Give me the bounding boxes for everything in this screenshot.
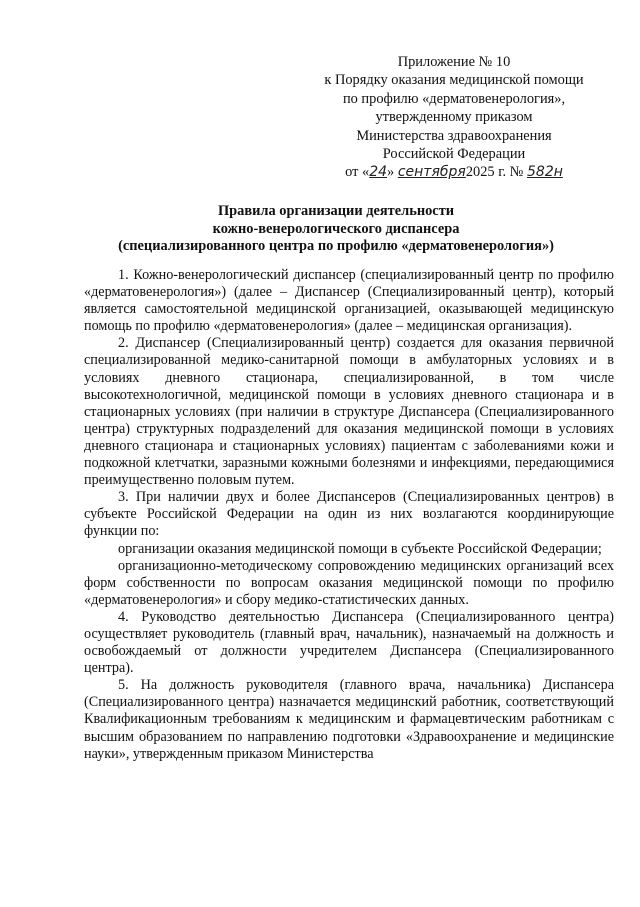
paragraph-5: 5. На должность руководителя (главного врача, начальника) Диспансера (Специализированного центра) назначается медицинский работник, соответствующий Квалификационным требованиям к медицинским и фармацевтическим работникам с высшим образованием по направлению подготовки «Здравоохранение и медицинские науки», утвержденным приказом Министерства <box>84 677 614 762</box>
handwritten-order-number: 582н <box>527 164 563 181</box>
document-title <box>56 203 616 256</box>
title-line-2: кожно-венерологического диспансера <box>212 220 460 237</box>
appendix-line-2: к Порядку оказания медицинской помощи <box>324 72 584 89</box>
appendix-line-5: Министерства здравоохранения <box>356 127 552 144</box>
appendix-line-4: утвержденному приказом <box>375 109 533 126</box>
order-date-line <box>300 163 608 181</box>
title-line-1: Правила организации деятельности <box>217 203 455 219</box>
paragraph-3-item-2: организационно-методическому сопровождению медицинских организаций всех форм собственности по вопросам оказания медицинской помощи по профилю «дерматовенерология» и сбору медико-статистических данных. <box>84 557 614 608</box>
title-line-3: (специализированного центра по профилю «дерматовенерология») <box>118 238 554 255</box>
handwritten-month: сентября <box>397 164 466 181</box>
appendix-number: Приложение № 10 <box>397 54 511 70</box>
document-body <box>84 267 614 763</box>
paragraph-2: 2. Диспансер (Специализированный центр) создается для оказания первичной специализированной медико-санитарной помощи в амбулаторных условиях и в условиях дневного стационара, специализированной, в том числе высокотехнологичной, медицинской помощи в условиях дневного стационара и в стационарных условиях (при наличии в структуре Диспансера (Специализированного центра) структурных подразделений для оказания медицинской помощи в условиях дневного стационара и стационарных условиях) пациентам с заболеваниями кожи и подкожной клетчатки, заразными кожными болезнями и инфекциями, передающимися преимущественно половым путем. <box>84 335 614 489</box>
appendix-header <box>300 53 608 182</box>
paragraph-3-item-1: организации оказания медицинской помощи в субъекте Российской Федерации; <box>118 540 602 557</box>
date-prefix: от « <box>345 164 370 181</box>
appendix-line-3: по профилю «дерматовенерология», <box>342 90 566 107</box>
paragraph-4: 4. Руководство деятельностью Диспансера (Специализированного центра) осуществляет руководитель (главный врач, начальник), назначаемый на должность и освобождаемый от должности учредителем Диспансера (Специализированного центра). <box>84 608 614 677</box>
paragraph-3: 3. При наличии двух и более Диспансеров (Специализированных центров) в субъекте Российской Федерации на один из них возлагаются координирующие функции по: <box>84 489 614 540</box>
paragraph-1: 1. Кожно-венерологический диспансер (специализированный центр по профилю «дерматовенерология») (далее – Диспансер (Специализированный центр), который является самостоятельной медицинской организацией, оказывающей медицинскую помощь по профилю «дерматовенерология» (далее – медицинская организация). <box>84 267 614 335</box>
date-quote: » <box>387 164 398 181</box>
appendix-line-6: Российской Федерации <box>382 146 526 163</box>
date-year: 2025 г. № <box>465 164 527 181</box>
handwritten-day: 24 <box>369 164 388 181</box>
